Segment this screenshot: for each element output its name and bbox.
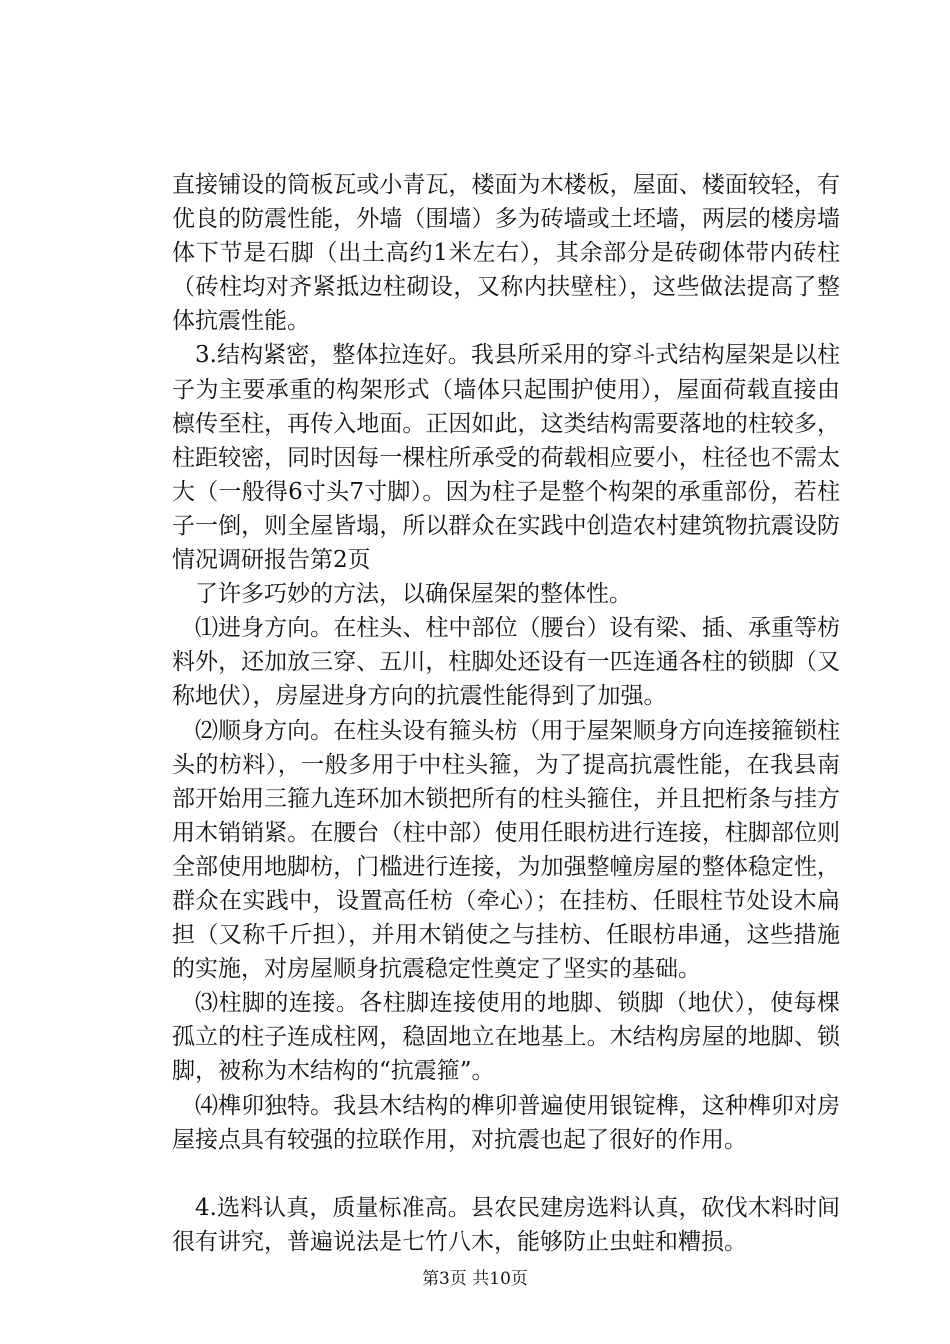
- paragraph-mortise-tenon: ⑷榫卯独特。我县木结构的榫卯普遍使用银锭榫，这种榫卯对房屋接点具有较强的拉联作用，对抗震也起了很好的作用。: [172, 1092, 840, 1153]
- page-number-footer: 第3页 共10页: [422, 1269, 528, 1289]
- paragraph-roof-frame-integrity: 了许多巧妙的方法，以确保屋架的整体性。: [195, 581, 632, 608]
- paragraph-column-foot-connection: ⑶柱脚的连接。各柱脚连接使用的地脚、锁脚（地伏），使每棵孤立的柱子连成柱网，稳固地立在地基上。木结构房屋的地脚、锁脚，被称为木结构的“抗震箍”。: [172, 990, 840, 1085]
- paragraph-roof-and-walls: 直接铺设的筒板瓦或小青瓦，楼面为木楼板，屋面、楼面较轻，有优良的防震性能，外墙（围墙）多为砖墙或土坯墙，两层的楼房墙体下节是石脚（出土高约1米左右），其余部分是砖砌体带内砖柱（砖柱均对齐紧抵边柱砌设，又称内扶壁柱），这些做法提高了整体抗震性能。: [172, 172, 840, 335]
- paragraph-structure-tight: 3.结构紧密，整体拉连好。我县所采用的穿斗式结构屋架是以柱子为主要承重的构架形式（墙体只起围护使用），屋面荷载直接由檩传至柱，再传入地面。正因如此，这类结构需要落地的柱较多，柱距较密，同时因每一棵柱所承受的荷载相应要小，柱径也不需太大（一般得6寸头7寸脚）。因为柱子是整个构架的承重部份，若柱子一倒，则全屋皆塌，所以群众在实践中创造农村建筑物抗震设防情况调研报告第2页: [172, 342, 840, 574]
- paragraph-material-selection: 4.选料认真，质量标准高。县农民建房选料认真，砍伐木料时间很有讲究，普遍说法是七竹八木，能够防止虫蛀和糟损。: [172, 1194, 840, 1255]
- document-body: [172, 168, 840, 1259]
- paragraph-gap: [172, 1157, 840, 1191]
- paragraph-depth-direction: ⑴进身方向。在柱头、柱中部位（腰台）设有梁、插、承重等枋料外，还加放三穿、五川，柱脚处还设有一匹连通各柱的锁脚（又称地伏），房屋进身方向的抗震性能得到了加强。: [172, 615, 840, 710]
- paragraph-length-direction: ⑵顺身方向。在柱头设有箍头枋（用于屋架顺身方向连接箍锁柱头的枋料），一般多用于中柱头箍，为了提高抗震性能，在我县南部开始用三箍九连环加木锁把所有的柱头箍住，并且把桁条与挂方用木销销紧。在腰台（柱中部）使用任眼枋进行连接，柱脚部位则全部使用地脚枋，门槛进行连接，为加强整幢房屋的整体稳定性，群众在实践中，设置高任枋（牵心）；在挂枋、任眼柱节处设木扁担（又称千斤担），并用木销使之与挂枋、任眼枋串通，这些措施的实施，对房屋顺身抗震稳定性奠定了坚实的基础。: [172, 717, 840, 983]
